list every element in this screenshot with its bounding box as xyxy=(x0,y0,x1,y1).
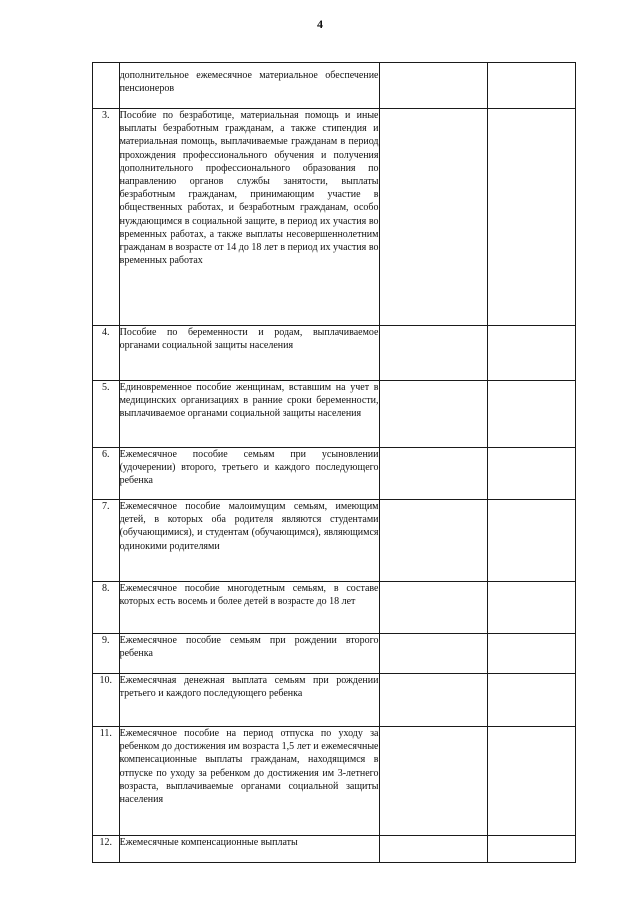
row-description: Ежемесячное пособие на период отпуска по уходу за ребенком до достижения им возраста 1,5 лет и ежемесячные компенсационные выплаты гражданам, находящимся в отпуске по уходу за ребенком до достижения им 3-летнего возраста, выплачиваемые органами социальной защиты населения xyxy=(119,727,379,836)
row-number: 9. xyxy=(93,634,120,674)
empty-cell xyxy=(379,381,487,448)
row-number: 10. xyxy=(93,674,120,727)
row-number: 7. xyxy=(93,500,120,582)
row-number: 8. xyxy=(93,582,120,634)
table-row xyxy=(93,634,576,674)
empty-cell xyxy=(379,109,487,326)
empty-cell xyxy=(379,582,487,634)
row-description: Ежемесячное пособие многодетным семьям, в составе которых есть восемь и более детей в возрасте до 18 лет xyxy=(119,582,379,634)
empty-cell xyxy=(487,836,575,863)
empty-cell xyxy=(487,674,575,727)
table-row xyxy=(93,582,576,634)
row-number xyxy=(93,63,120,109)
row-description: Ежемесячные компенсационные выплаты xyxy=(119,836,379,863)
empty-cell xyxy=(487,63,575,109)
table-row xyxy=(93,448,576,500)
empty-cell xyxy=(487,381,575,448)
empty-cell xyxy=(487,582,575,634)
table-row xyxy=(93,63,576,109)
row-description: Ежемесячная денежная выплата семьям при рождении третьего и каждого последующего ребенка xyxy=(119,674,379,727)
table-row xyxy=(93,674,576,727)
empty-cell xyxy=(379,500,487,582)
row-number: 5. xyxy=(93,381,120,448)
benefits-table xyxy=(92,62,576,863)
row-number: 4. xyxy=(93,326,120,381)
empty-cell xyxy=(487,727,575,836)
empty-cell xyxy=(379,634,487,674)
table-row xyxy=(93,836,576,863)
row-description: Ежемесячное пособие семьям при усыновлении (удочерении) второго, третьего и каждого последующего ребенка xyxy=(119,448,379,500)
row-description: Пособие по безработице, материальная помощь и иные выплаты безработным гражданам, а также стипендия и материальная помощь, выплачиваемые гражданам в период прохождения профессионального обучения и получения дополнительного профессионального образования по направлению органов службы занятости, выплаты безработным гражданам, принимающим участие в общественных работах, и безработным гражданам, особо нуждающимся в социальной защите, в период их участия во временных работах, а также выплаты несовершеннолетним гражданам в возрасте от 14 до 18 лет в период их участия во временных работах xyxy=(119,109,379,326)
empty-cell xyxy=(379,727,487,836)
empty-cell xyxy=(379,448,487,500)
table-row xyxy=(93,727,576,836)
empty-cell xyxy=(487,109,575,326)
page-number: 4 xyxy=(317,17,323,31)
empty-cell xyxy=(487,634,575,674)
empty-cell xyxy=(379,674,487,727)
row-description: Ежемесячное пособие семьям при рождении второго ребенка xyxy=(119,634,379,674)
row-number: 12. xyxy=(93,836,120,863)
table-row xyxy=(93,500,576,582)
empty-cell xyxy=(487,326,575,381)
row-description: Ежемесячное пособие малоимущим семьям, имеющим детей, в которых оба родителя являются студентами (обучающимися), и студентам (обучающимся), являющимся одинокими родителями xyxy=(119,500,379,582)
table-row xyxy=(93,109,576,326)
table-row xyxy=(93,326,576,381)
row-description: дополнительное ежемесячное материальное обеспечение пенсионеров xyxy=(119,63,379,109)
table-row xyxy=(93,381,576,448)
empty-cell xyxy=(379,836,487,863)
row-number: 6. xyxy=(93,448,120,500)
row-number: 3. xyxy=(93,109,120,326)
empty-cell xyxy=(487,500,575,582)
empty-cell xyxy=(487,448,575,500)
row-description: Пособие по беременности и родам, выплачиваемое органами социальной защиты населения xyxy=(119,326,379,381)
empty-cell xyxy=(379,63,487,109)
row-number: 11. xyxy=(93,727,120,836)
row-description: Единовременное пособие женщинам, вставшим на учет в медицинских организациях в ранние сроки беременности, выплачиваемое органами социальной защиты населения xyxy=(119,381,379,448)
empty-cell xyxy=(379,326,487,381)
